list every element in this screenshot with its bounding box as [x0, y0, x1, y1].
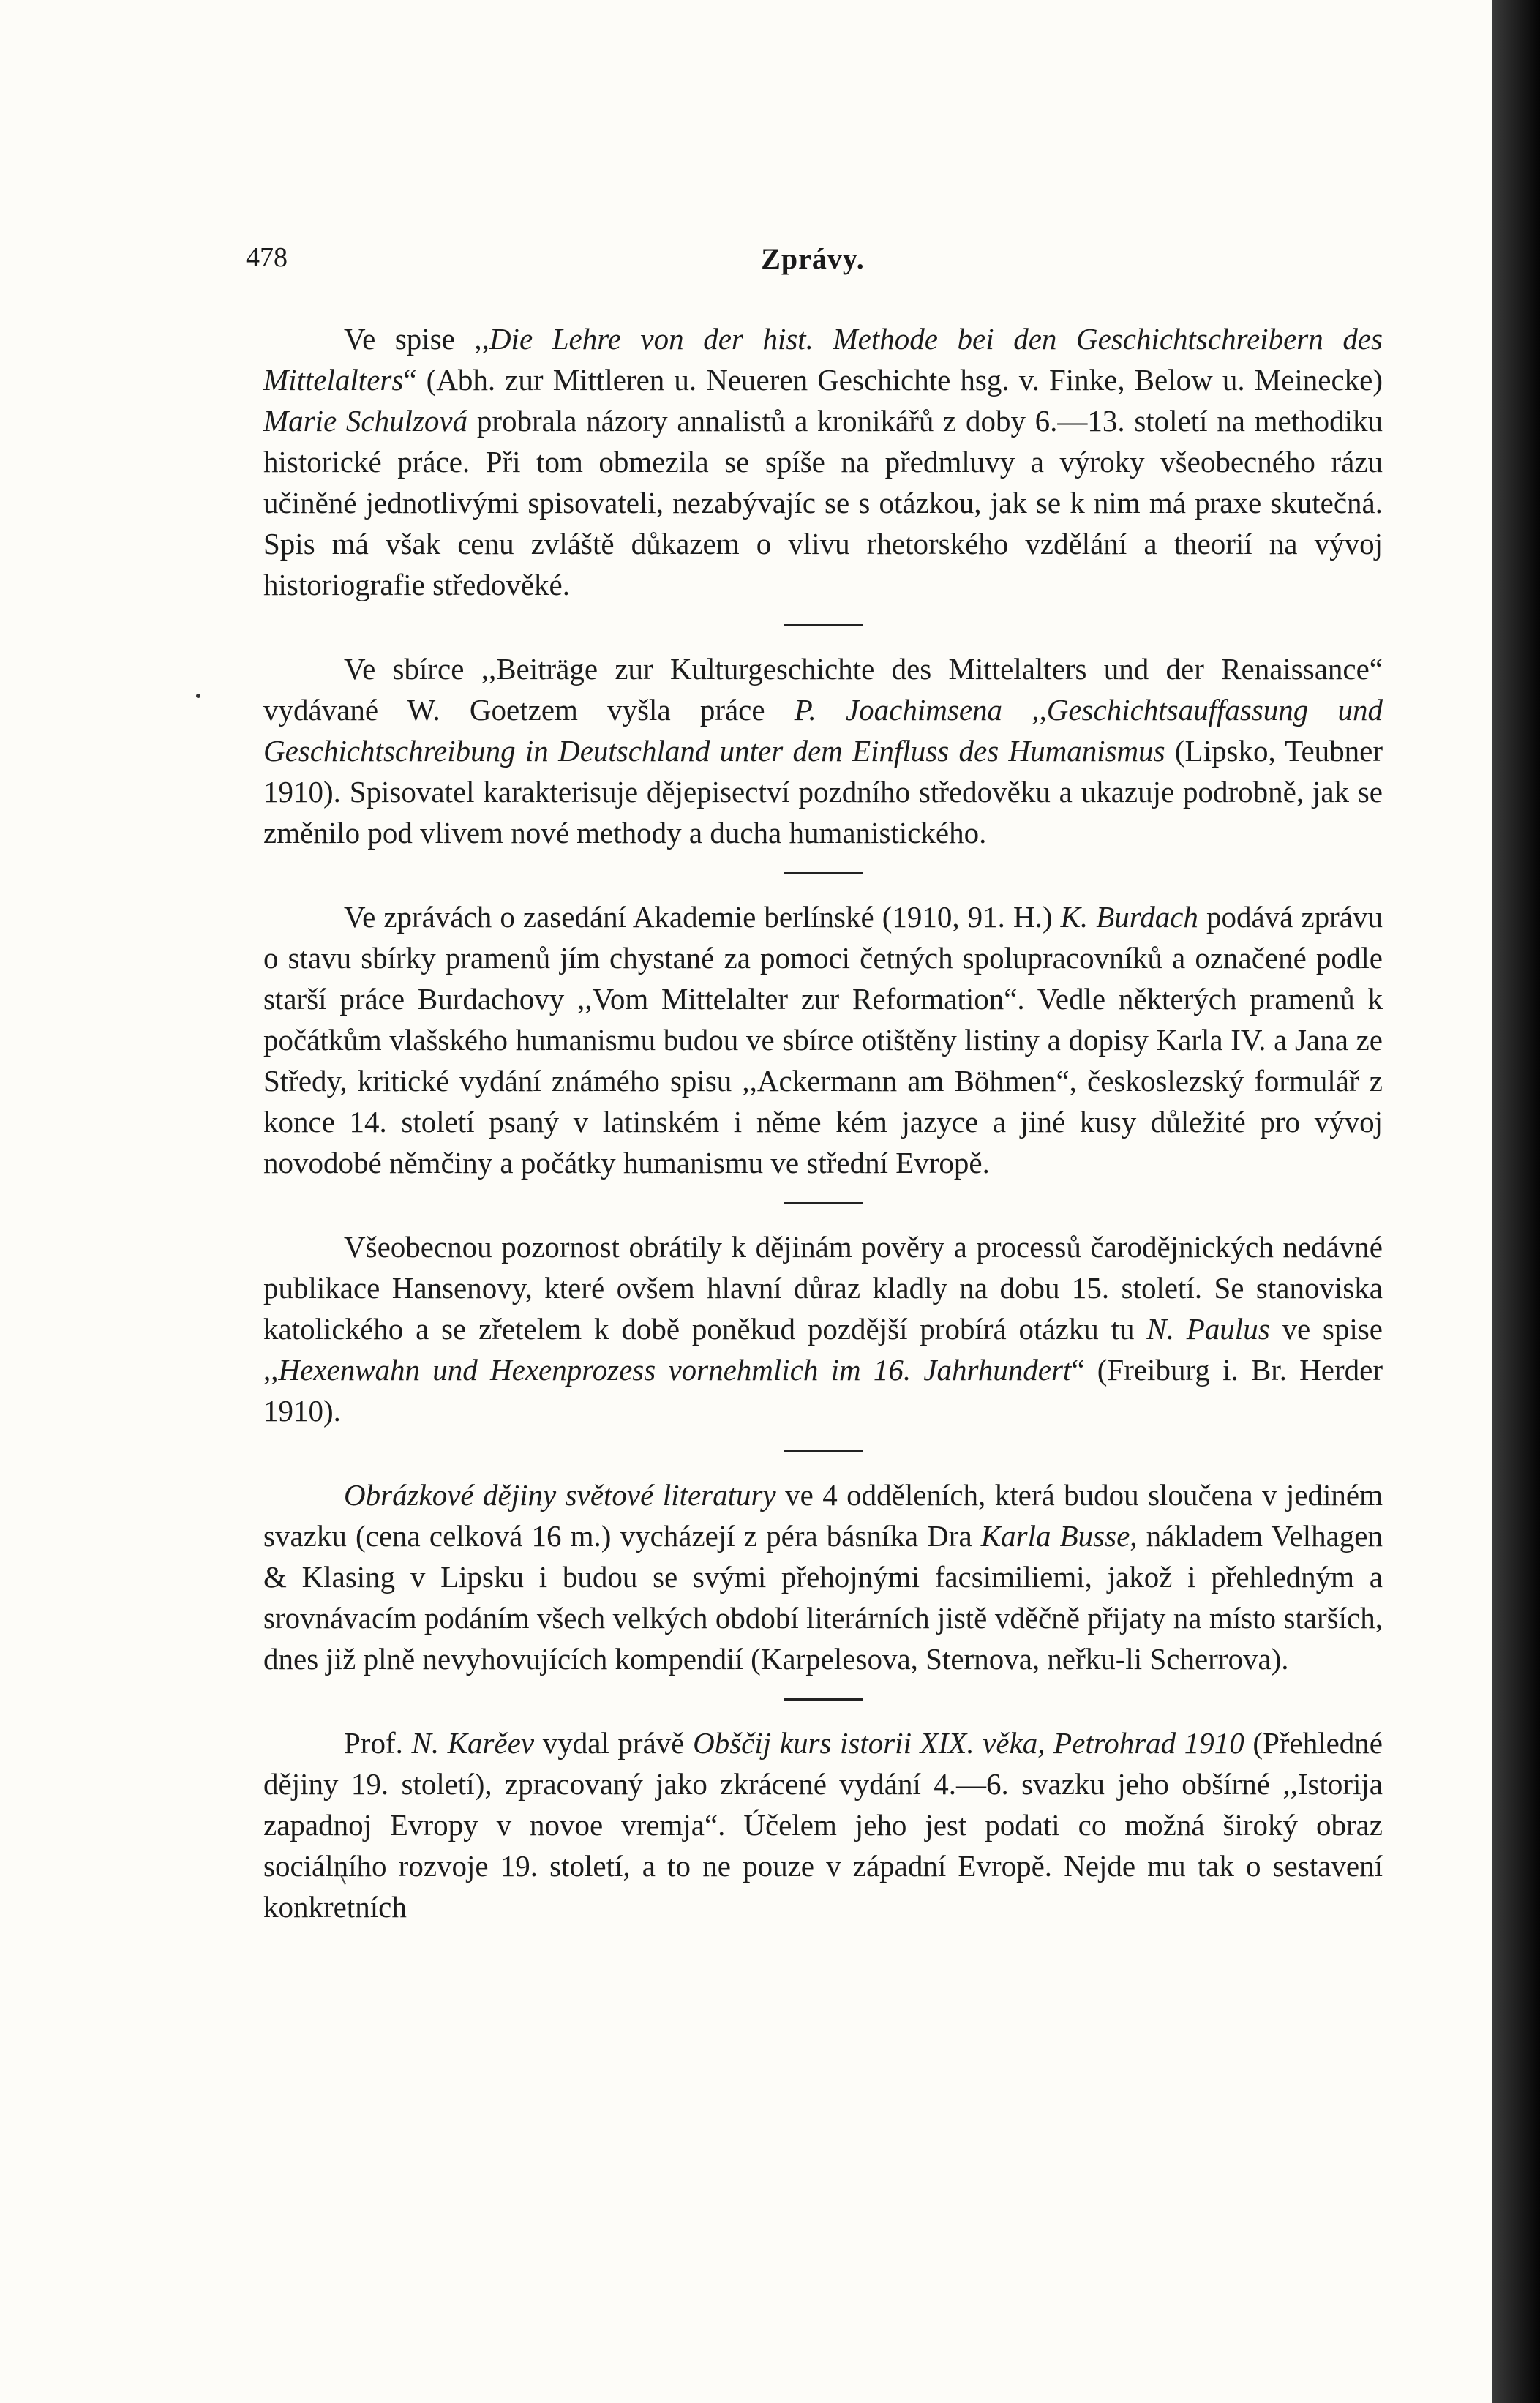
italic-text: Obrázkové dějiny světové literatury — [344, 1478, 776, 1512]
section-divider — [784, 624, 863, 626]
page-number: 478 — [246, 242, 288, 273]
text-segment: Všeobecnou pozornost obrátily k dějinám pověry a processů čarodějnických nedávné publikace Hansenovy, které ovšem hlavní důraz kladly na dobu 15. století. Se stanoviska katolického a se zřetelem k době poněkud pozdější probírá otázku tu — [263, 1230, 1383, 1346]
section-divider — [784, 1450, 863, 1452]
section-divider — [784, 1202, 863, 1204]
text-segment: vydal právě — [534, 1726, 694, 1760]
text-segment: Prof. — [344, 1726, 412, 1760]
scan-edge-shadow — [1492, 0, 1540, 2403]
news-paragraph — [263, 1722, 1383, 1927]
page-header — [246, 241, 1380, 285]
text-segment: (Přehledné dějiny 19. století), zpracovaný jako zkrácené vydání 4.—6. svazku jeho obšírné ,,Istorija zapadnoj Evropy v novoe vremja“. Účelem jeho jest podati co možná široký obraz sociálního rozvoje 19. století, a to ne pouze v západní Evropě. Nejde mu tak o sestavení konkretních — [263, 1726, 1383, 1924]
stray-dot-mark — [196, 694, 200, 698]
italic-text: K. Burdach — [1060, 900, 1198, 934]
article-body — [263, 318, 1383, 1927]
text-segment: Ve sbírce ,,Beiträge zur Kulturgeschichte des Mittelalters und der Renaissance“ vydávané W. Goetzem vyšla práce — [263, 652, 1383, 727]
news-paragraph — [263, 1226, 1383, 1431]
italic-text: Die Lehre von der hist. Methode bei den Geschichtschreibern des Mittelalters — [263, 322, 1383, 397]
text-segment: podává zprávu o stavu sbírky pramenů jím chystané za pomoci četných spolupracovníků a označené podle starší práce Burdachovy ,,Vom Mittelalter zur Reformation“. Vedle některých pramenů k počátkům vlašského humanismu budou ve sbírce otištěny listiny a dopisy Karla IV. a Jana ze Středy, kritické vydání známého spisu ,,Ackermann am Böhmen“, českoslezský formulář z konce 14. století psaný v latinském i něme kém jazyce a jiné kusy důležité pro vývoj novodobé němčiny a počátky humanismu ve střední Evropě. — [263, 900, 1383, 1180]
news-paragraph — [263, 1474, 1383, 1679]
section-divider — [784, 1698, 863, 1701]
italic-text: Obščij kurs istorii XIX. věka, Petrohrad 1910 — [693, 1726, 1244, 1760]
text-segment: Ve zprávách o zasedání Akademie berlínské (1910, 91. H.) — [344, 900, 1061, 934]
italic-text: Marie Schulzová — [263, 404, 468, 438]
text-segment: ve spise ,, — [263, 1312, 1383, 1387]
text-segment: , nákladem Velhagen & Klasing v Lipsku i budou se svými přehojnými facsimiliemi, jakož i přehledným a srovnávacím podáním všech velkých období literárních jistě vděčně přijaty na místo starších, dnes již plně nevyhovujících kompendií (Karpelesova, Sternova, neřku-li Scherrova). — [263, 1519, 1383, 1676]
italic-text: Hexenwahn und Hexenprozess vornehmlich im 16. Jahrhundert — [278, 1353, 1072, 1387]
italic-text: P. Joachimsena ,,Geschichtsauffassung und Geschichtschreibung in Deutschland unter dem Einfluss des Humanismus — [263, 693, 1383, 768]
text-segment: “ (Abh. zur Mittleren u. Neueren Geschichte hsg. v. Finke, Below u. Meinecke) — [403, 363, 1383, 397]
text-segment: Ve spise ,, — [344, 322, 489, 356]
news-paragraph — [263, 318, 1383, 605]
italic-text: N. Karěev — [411, 1726, 535, 1760]
italic-text: Karla Busse — [980, 1519, 1130, 1553]
text-segment: ve 4 odděleních, která budou sloučena v jediném svazku (cena celková 16 m.) vycházejí z péra básníka Dra — [263, 1478, 1383, 1553]
news-paragraph — [263, 896, 1383, 1183]
running-title: Zprávy. — [761, 242, 865, 275]
text-segment: “ (Freiburg i. Br. Herder 1910). — [263, 1353, 1383, 1428]
section-divider — [784, 872, 863, 874]
text-segment: (Lipsko, Teubner 1910). Spisovatel karakterisuje dějepisectví pozdního středověku a ukazuje podrobně, jak se změnilo pod vlivem nové methody a ducha humanistického. — [263, 734, 1383, 850]
text-segment: probrala názory annalistů a kronikářů z doby 6.—13. století na methodiku historické práce. Při tom obmezila se spíše na předmluvy a výroky všeobecného rázu učiněné jednotlivými spisovateli, nezabývajíc se s otázkou, jak se k nim má praxe skutečná. Spis má však cenu zvláště důkazem o vlivu rhetorského vzdělání a theorií na vývoj historiografie středověké. — [263, 404, 1383, 601]
news-paragraph — [263, 648, 1383, 853]
italic-text: N. Paulus — [1146, 1312, 1270, 1346]
